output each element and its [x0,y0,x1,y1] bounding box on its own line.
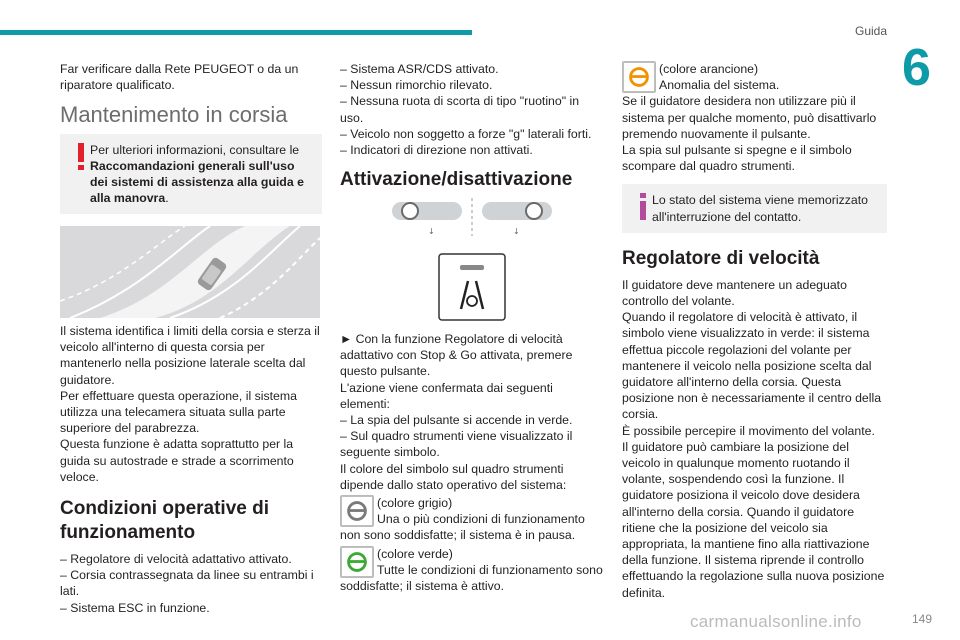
note-bold: Raccomandazioni generali sull'uso dei sistemi di assistenza alla guida e alla manovra [90,158,304,206]
grey-status-row [340,495,605,544]
lane-keeping-road-illustration [60,226,320,318]
column-2 [340,61,605,192]
para-perceive: È possibile percepire il movimento del volante. [622,423,875,438]
deactivation-text: Se il guidatore desidera non utilizzare più il sistema per qualche momento, può disattivarlo premendo nuovamente il pulsante. [622,94,877,141]
steering-wheel-indicators-illustration [388,196,558,238]
para-2: Per effettuare questa operazione, il sistema utilizza una telecamera situata sulla parte superiore del parabrezza. [60,388,297,436]
warning-note: Per ulteriori informazioni, consultare le Raccomandazioni generali sull'uso dei sistemi di assistenza alla guida e alla manovra. [60,134,322,215]
footer-watermark: carmanualsonline.info [690,612,862,631]
condition-7: – Veicolo non soggetto a forze "g" laterali forti. [340,126,592,141]
confirmation-text: L'azione viene confermata dai seguenti elementi: [340,380,553,411]
svg-text:↓: ↓ [428,227,435,236]
steering-green-icon [340,546,374,578]
activation-step: ► Con la funzione Regolatore di velocità adattativo con Stop & Go attivata, premere questo pulsante. [340,332,573,379]
svg-text:↓: ↓ [513,227,520,236]
lamp-off-text: La spia sul pulsante si spegne e il simbolo scompare dal quadro strumenti. [622,143,852,174]
para-change-position: Il guidatore può cambiare la posizione del veicolo in qualunque momento ruotando il volante, sospendendo così la funzione. Il guidatore posiziona il veicolo dove desidera all'interno della corsia. Quando il guidatore ritiene che la posizione del veicolo sia appropriata, la mantiene fino alla riattivazione della funzione. Il sistema riprende il controllo effettuando la regolazione sulla nuova posizione definita. [622,439,885,600]
condition-1: – Regolatore di velocità adattativo attivato. [60,552,292,567]
note-text: Per ulteriori informazioni, consultare le [90,142,300,157]
lane-keeping-button-icon [438,253,506,321]
confirmation-item-2: – Sul quadro strumenti viene visualizzato il seguente simbolo. [340,429,573,460]
confirmation-item-1: – La spia del pulsante si accende in verde. [340,413,573,428]
header-accent-bar [0,30,472,35]
condition-6: – Nessuna ruota di scorta di tipo "ruotino" in uso. [340,94,580,125]
para-control: Il guidatore deve mantenere un adeguato controllo del volante. [622,277,847,309]
heading-lane-keeping: Mantenimento in corsia [60,102,288,128]
page-number: 149 [912,612,933,626]
green-label: (colore verde) [377,546,453,561]
condition-4: – Sistema ASR/CDS attivato. [340,62,499,76]
grey-label: (colore grigio) [377,496,453,511]
intro-text: Far verificare dalla Rete PEUGEOT o da un riparatore qualificato. [60,62,299,93]
para-1: Il sistema identifica i limiti della corsia e sterza il veicolo all'interno di questa corsia per mantenerlo nella posizione laterale scelta dal guidatore. [60,324,320,387]
warning-exclamation-icon [72,142,90,172]
steering-orange-icon [622,61,656,93]
condition-5: – Nessun rimorchio rilevato. [340,78,493,93]
orange-label: (colore arancione) [659,62,759,76]
column-1 [60,61,322,214]
grey-description: Una o più condizioni di funzionamento non sono soddisfatte; il sistema è in pausa. [340,512,585,543]
info-text: Lo stato del sistema viene memorizzato all'interruzione del contatto. [652,193,868,224]
chapter-number: 6 [902,39,931,97]
para-3: Questa funzione è adatta soprattutto per la guida su autostrade e strade a scorrimento veloce. [60,437,294,484]
heading-activation: Attivazione/disattivazione [340,169,573,191]
condition-8: – Indicatori di direzione non attivati. [340,143,533,158]
orange-status-row [622,61,887,93]
orange-description: Anomalia del sistema. [659,78,780,93]
para-regulator: Quando il regolatore di velocità è attivato, il simbolo viene visualizzato in verde: il sistema effettua piccole regolazioni del volante per mantenere il veicolo nella posizione scelta dal guidatore all'interno della corsia. Questa posizione non è necessariamente il centro della corsia. [622,310,882,422]
symbol-color-text: Il colore del simbolo sul quadro strumenti dipende dallo stato operativo del sistema: [340,461,567,492]
section-title: Guida [855,24,888,38]
column-2-body [340,331,605,594]
green-description: Tutte le condizioni di funzionamento sono soddisfatte; il sistema è attivo. [340,562,603,594]
heading-speed-regulator: Regolatore di velocità [622,247,820,269]
info-icon [634,192,652,222]
column-1-body [60,323,322,616]
info-note [622,184,887,232]
condition-3: – Sistema ESC in funzione. [60,600,210,615]
column-3 [622,61,887,601]
steering-grey-icon [340,495,374,527]
heading-operating-conditions: Condizioni operative di funzionamento [60,498,270,544]
green-status-row [340,546,605,595]
condition-2: – Corsia contrassegnata da linee su entrambi i lati. [60,568,314,599]
